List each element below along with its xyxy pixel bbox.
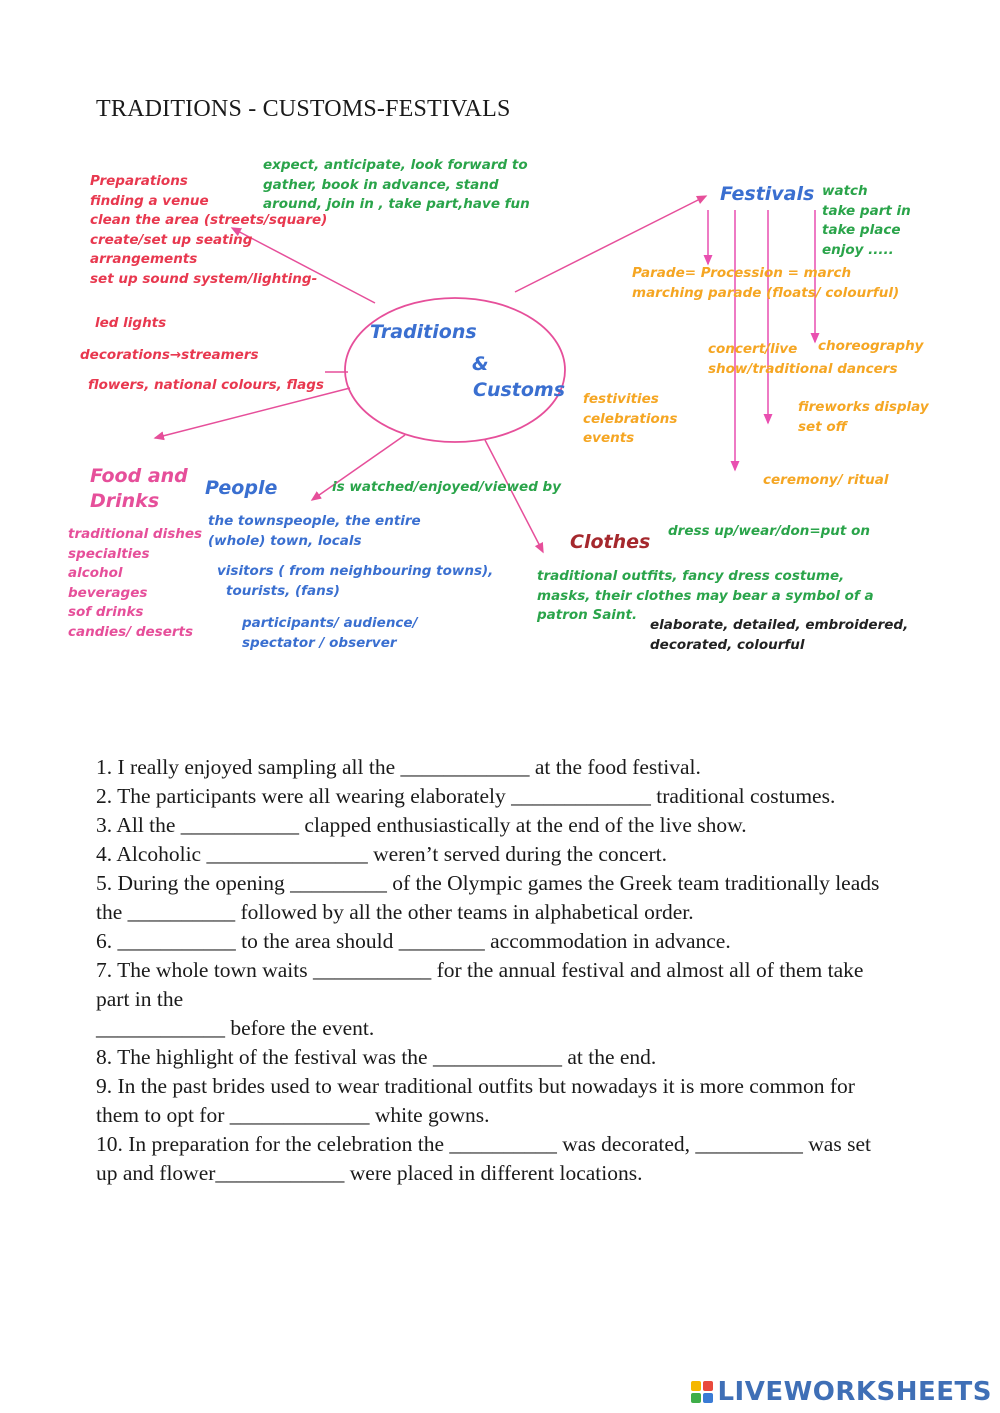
people-heading: People: [205, 477, 278, 499]
expect-list: [263, 156, 530, 215]
center-ampersand: &: [472, 353, 489, 375]
fireworks-item: set off: [798, 418, 847, 435]
participants-list: [242, 614, 418, 653]
expect-item: expect, anticipate, look forward to: [263, 157, 528, 173]
food-item: alcohol: [68, 565, 123, 581]
dress-label: dress up/wear/don=put on: [668, 523, 870, 539]
food-item: candies/ deserts: [68, 623, 193, 640]
elaborate-list: [650, 616, 908, 655]
question-item: 6. ___________ to the area should ________ accommodation in advance.: [96, 929, 731, 953]
arrow-food: [155, 388, 350, 438]
concert-item: show/traditional dancers: [708, 360, 898, 377]
parade-item: marching parade (floats/ colourful): [632, 284, 900, 301]
parade-list: [632, 264, 899, 303]
food-item: specialties: [68, 545, 150, 562]
festivals-heading: Festivals: [720, 183, 815, 205]
clothes-heading: Clothes: [570, 531, 651, 553]
page-title: TRADITIONS - CUSTOMS-FESTIVALS: [96, 96, 511, 122]
food-item: traditional dishes: [68, 526, 203, 542]
people-item: the townspeople, the entire: [208, 513, 421, 529]
question-item: 10. In preparation for the celebration the __________ was decorated, __________ was set up and flower____________ were placed in different locations.: [96, 1132, 871, 1185]
elaborate-item: elaborate, detailed, embroidered,: [650, 617, 909, 633]
question-item: 4. Alcoholic _______________ weren’t served during the concert.: [96, 842, 668, 866]
mind-map: [0, 140, 1000, 680]
preparations-item: arrangements: [90, 251, 198, 267]
question-item: 2. The participants were all wearing elaborately _____________ traditional costumes.: [96, 784, 836, 808]
participants-item: spectator / observer: [242, 634, 397, 651]
fireworks-item: fireworks display: [798, 399, 929, 415]
festivals-verbs: [822, 182, 911, 260]
logo-text: LIVEWORKSHEETS: [717, 1377, 992, 1407]
preparations-item: clean the area (streets/square): [90, 212, 328, 228]
choreography-label: choreography: [818, 338, 924, 354]
center-word-traditions: Traditions: [370, 321, 477, 343]
decorations-label: decorations→streamers: [80, 347, 259, 363]
festivals-verb: watch: [822, 183, 868, 199]
question-item: 9. In the past brides used to wear traditional outfits but nowadays it is more common for them to opt for _____________ white gowns.: [96, 1074, 855, 1127]
led-lights-label: led lights: [95, 315, 167, 331]
watched-label: is watched/enjoyed/viewed by: [332, 479, 562, 495]
logo-square: [703, 1393, 713, 1403]
question-item: 5. During the opening _________ of the Olympic games the Greek team traditionally leads the __________ followed by all the other teams in alphabetical order.: [96, 871, 880, 924]
elaborate-item: decorated, colourful: [650, 636, 805, 653]
festivities-item: events: [583, 430, 635, 446]
outfits-item: patron Saint.: [537, 607, 638, 623]
concert-item: concert/live: [708, 341, 798, 357]
outfits-item: masks, their clothes may bear a symbol of a: [537, 587, 874, 604]
festivities-list: [583, 390, 677, 449]
preparations-item: Preparations: [90, 173, 188, 189]
question-item: 8. The highlight of the festival was the ____________ at the end.: [96, 1045, 657, 1069]
expect-item: gather, book in advance, stand: [263, 176, 499, 193]
question-item: ____________ before the event.: [96, 1016, 375, 1040]
food-heading-line: Drinks: [90, 490, 160, 512]
preparations-item: set up sound system/lighting-: [90, 270, 318, 287]
preparations-item: create/set up seating: [90, 231, 253, 248]
ceremony-label: ceremony/ ritual: [763, 472, 889, 488]
outfits-item: traditional outfits, fancy dress costume,: [537, 568, 845, 584]
food-heading-line: Food and: [90, 465, 188, 487]
food-item: beverages: [68, 584, 148, 601]
preparations-item: finding a venue: [90, 192, 209, 209]
fireworks-list: [798, 398, 929, 437]
question-item: 7. The whole town waits ___________ for the annual festival and almost all of them take part in the: [96, 958, 864, 1011]
question-item: 3. All the ___________ clapped enthusiastically at the end of the live show.: [96, 813, 747, 837]
people-list: [208, 512, 421, 551]
logo-mark-icon: [691, 1381, 713, 1403]
people-item: (whole) town, locals: [208, 532, 362, 549]
liveworksheets-logo[interactable]: [691, 1377, 992, 1407]
flowers-label: flowers, national colours, flags: [88, 377, 324, 393]
visitors-item: tourists, (fans): [226, 582, 340, 599]
festivities-item: festivities: [583, 391, 659, 407]
expect-item: around, join in , take part,have fun: [263, 196, 530, 212]
logo-square: [703, 1381, 713, 1391]
festivals-verb: take place: [822, 222, 901, 238]
logo-square: [691, 1381, 701, 1391]
festivals-verb: enjoy .....: [822, 241, 894, 258]
parade-item: Parade= Procession = march: [632, 265, 852, 281]
food-list: [68, 525, 202, 642]
festivals-verb: take part in: [822, 202, 911, 219]
center-word-customs: Customs: [473, 379, 566, 401]
visitors-list: [217, 562, 493, 601]
food-item: sof drinks: [68, 604, 144, 620]
logo-square: [691, 1393, 701, 1403]
festivities-item: celebrations: [583, 410, 678, 427]
visitors-item: visitors ( from neighbouring towns),: [217, 563, 494, 579]
food-heading: [90, 464, 188, 514]
participants-item: participants/ audience/: [242, 615, 418, 631]
question-item: 1. I really enjoyed sampling all the ____________ at the food festival.: [96, 755, 701, 779]
questions-list: [96, 753, 896, 1188]
